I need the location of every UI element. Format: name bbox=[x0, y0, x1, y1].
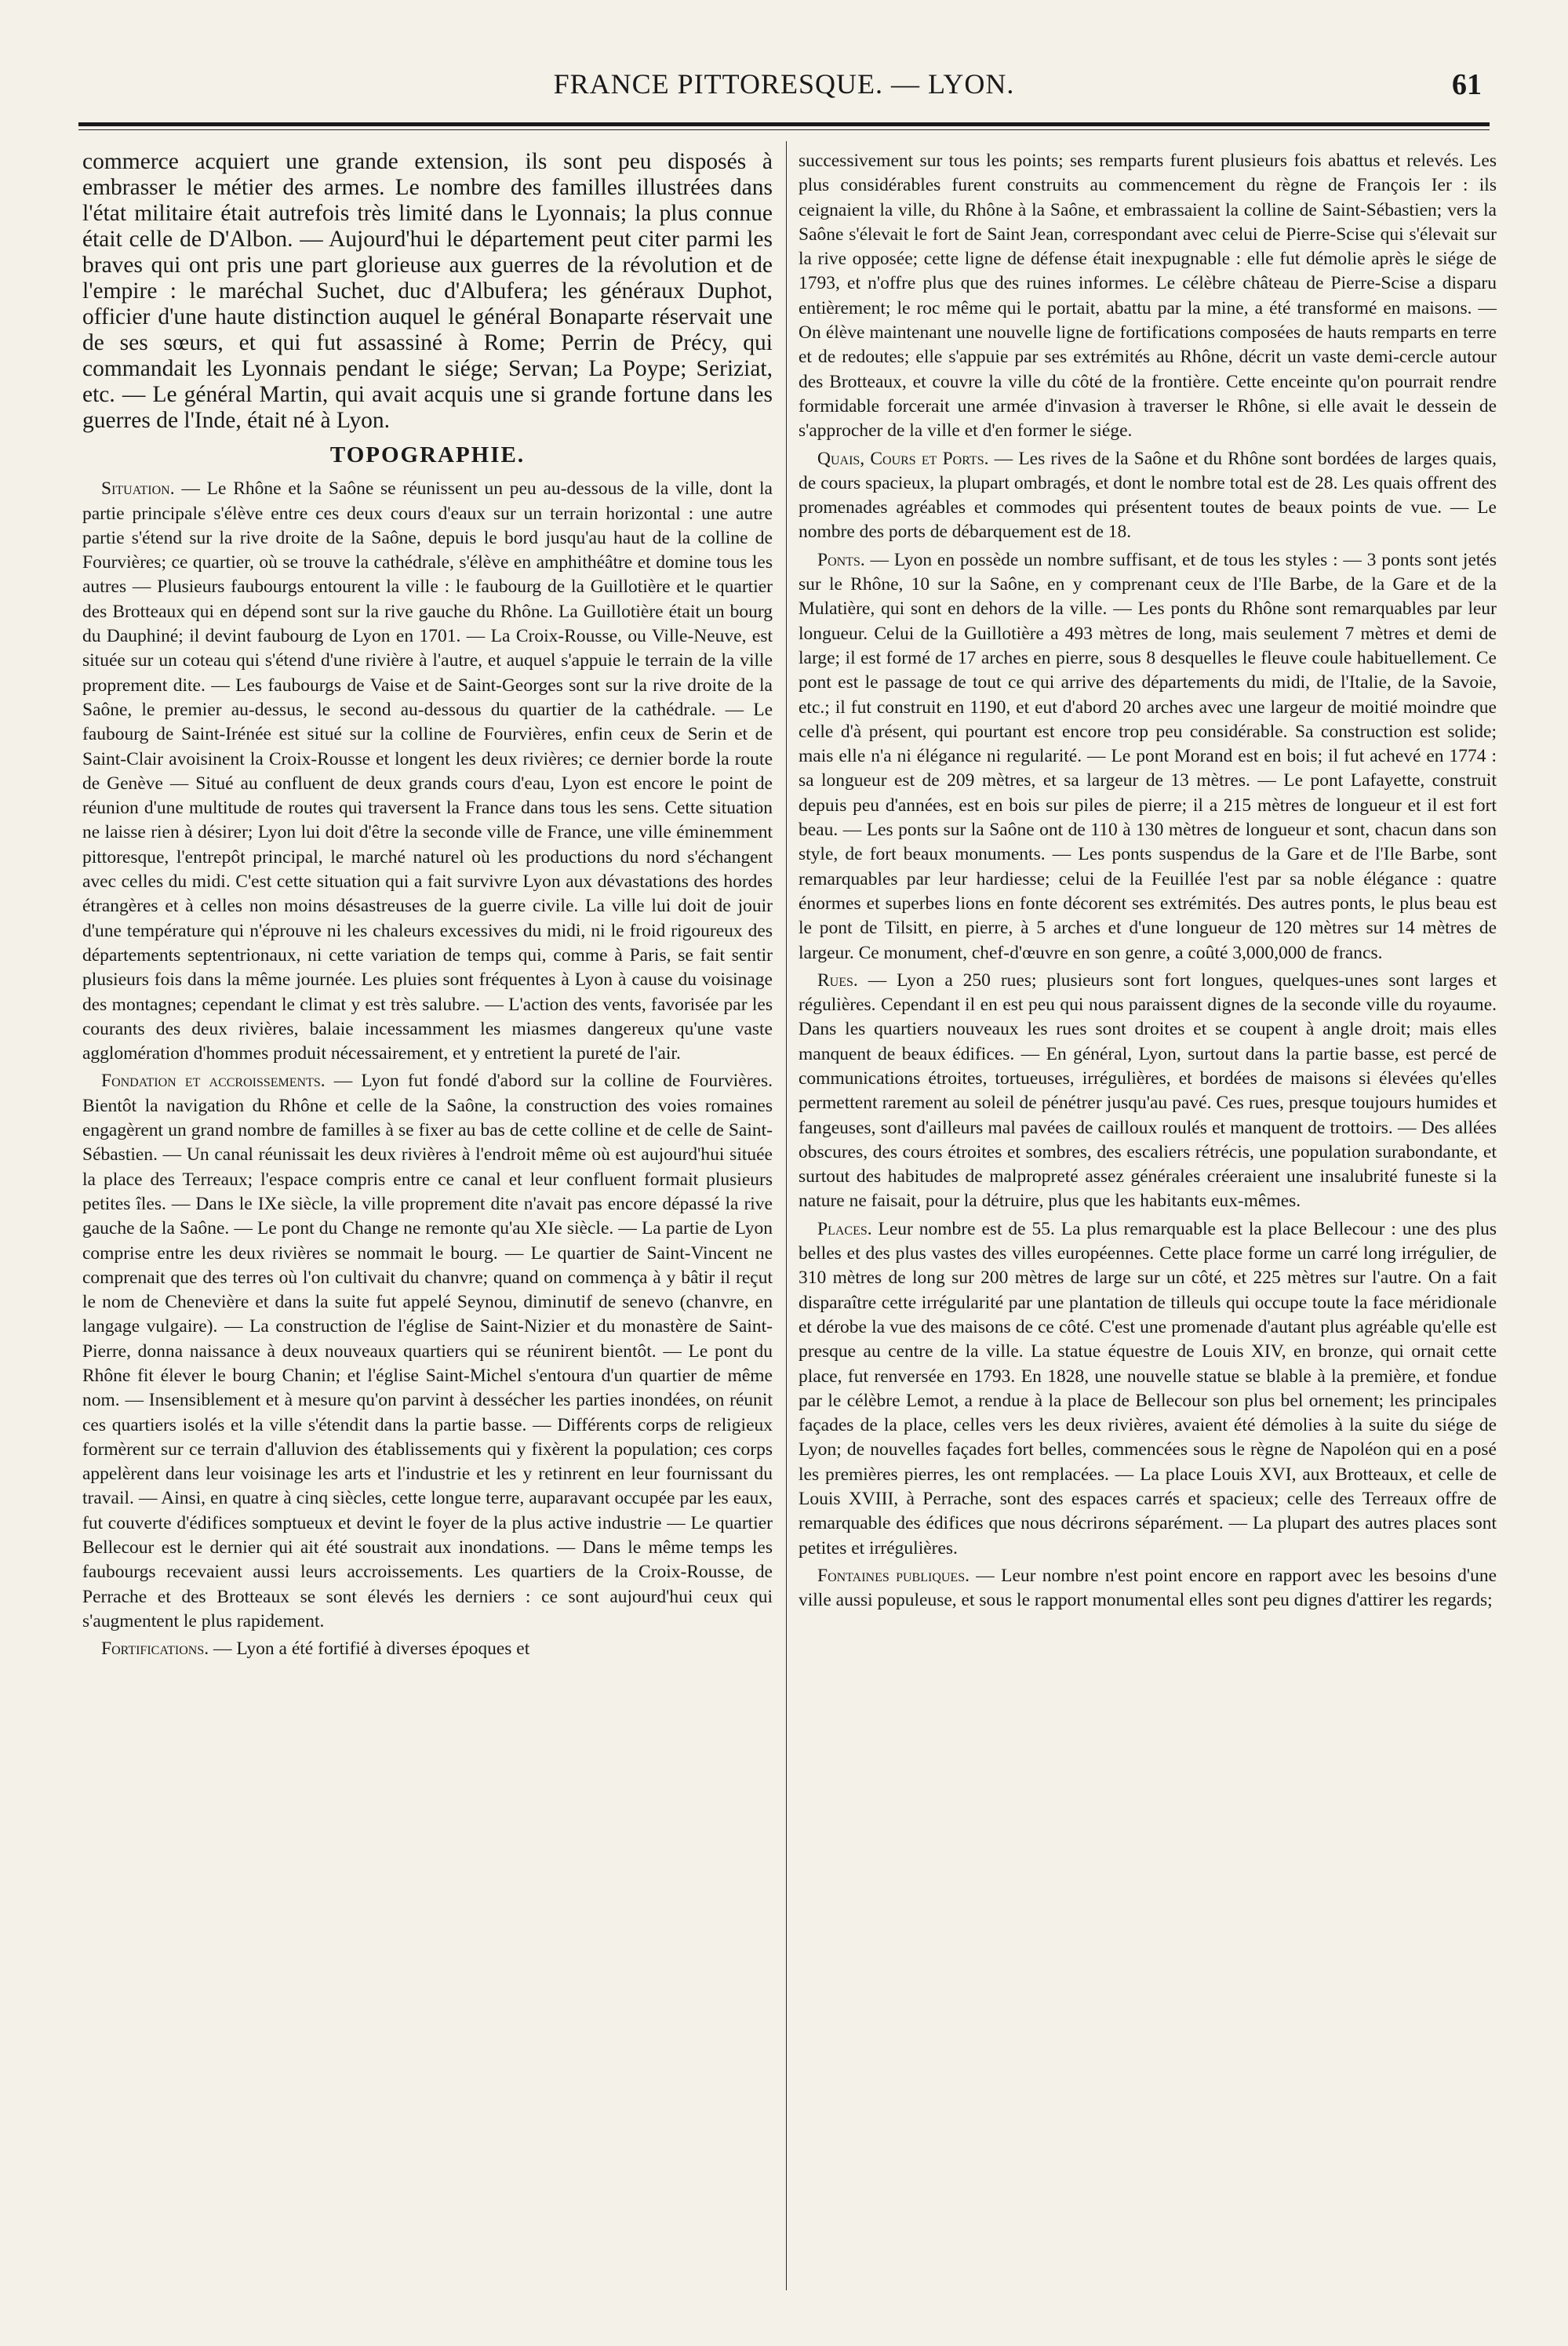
quais-paragraph bbox=[799, 447, 1497, 545]
places-paragraph bbox=[799, 1217, 1497, 1561]
rues-text: — Lyon a 250 rues; plusieurs sont fort longues, quelques-unes sont larges et régulières. Cependant il en est peu qui nous paraissent dignes de la seconde ville du royaume. Dans les quartiers nouveaux les rues sont droites et se coupent à angle droit; mais elles manquent de beaux édifices. — En général, Lyon, surtout dans la partie basse, est percé de communications étroites, tortueuses, irrégulières, et bordées de maisons si élevées qu'elles permettent rarement au soleil de pénétrer jusqu'au pavé. Ces rues, presque toujours humides et fangeuses, sont d'ailleurs mal pavées de cailloux roulés et manquent de trottoirs. — Des allées obscures, des cours étroites et sombres, des escaliers rétrécis, une population surabondante, et surtout des habitudes de malpropreté assez générales créeraient une insalubrité funeste si la nature ne faisait, pour la détruire, plus que les habitants eux-mêmes. bbox=[799, 969, 1497, 1212]
ponts-label: Ponts. bbox=[817, 549, 865, 570]
fontaines-paragraph bbox=[799, 1564, 1497, 1613]
fortifications-text: — Lyon a été fortifié à diverses époques et bbox=[209, 1639, 530, 1660]
situation-label: Situation. bbox=[101, 478, 175, 500]
topography-heading: TOPOGRAPHIE. bbox=[329, 442, 526, 467]
quais-text: — Les rives de la Saône et du Rhône sont bordées de larges quais, de cours spacieux, la plupart ombragés, et dont le nombre total est de 28. Les quais offrent des promenades agréables et commodes qui présentent toutes de beaux points de vue. — Le nombre des ports de débarquement est de 18. bbox=[799, 448, 1497, 543]
fondation-text: — Lyon fut fondé d'abord sur la colline de Fourvières. Bientôt la navigation du Rhône et celle de la Saône, la construction des voies romaines engagèrent un grand nombre de familles à se fixer au bas de cette colline et de celle de Saint-Sébastien. — Un canal réunissait les deux rivières à l'endroit même où est aujourd'hui située la place des Terreaux; l'espace compris entre ce canal et leur confluent formait plusieurs petites îles. — Dans le IXe siècle, la ville proprement dite n'avait pas encore dépassé la rive gauche de la Saône. — Le pont du Change ne remonte qu'au XIe siècle. — La partie de Lyon comprise entre les deux rivières se nommait le bourg. — Le quartier de Saint-Vincent ne comprenait que des terres où l'on cultivait du chanvre; quand on commença à y bâtir il reçut le nom de Chenevière et dans la suite fut appelé Seynou, diminutif de senevo (chanvre, en langage vulgaire). — La construction de l'église de Saint-Nizier et du monastère de Saint-Pierre, donna naissance à deux nouveaux quartiers qui se réunirent bientôt. — Le pont du Rhône fit élever le bourg Chanin; et l'église Saint-Michel s'entoura d'un quartier de même nom. — Insensiblement et à mesure qu'on parvint à dessécher les parties inondées, on réunit ces quartiers isolés et la ville s'étendit dans la partie basse. — Différents corps de religieux formèrent sur ce terrain d'alluvion des établissements qui y fixèrent la population; ces corps appelèrent dans leur voisinage les arts et l'industrie et les y retinrent en leur fournissant du travail. — Ainsi, en quatre à cinq siècles, cette longue terre, auparavant occupée par les eaux, fut couverte d'édifices somptueux et devint le foyer de la plus active industrie — Le quartier Bellecour est le dernier qui ait été soustrait aux inondations. — Dans le même temps les faubourgs recevaient aussi leurs accroissements. Les quartiers de la Croix-Rousse, de Perrache et des Brotteaux se sont élevés les derniers : ce sont aujourd'hui ceux qui s'augmentent le plus rapidement. bbox=[82, 1071, 773, 1631]
column-separator bbox=[786, 141, 787, 2290]
running-title: FRANCE PITTORESQUE. — LYON. bbox=[553, 68, 1015, 100]
situation-text: — Le Rhône et la Saône se réunissent un peu au-dessous de la ville, dont la partie principale s'élève entre ces deux cours d'eaux sur un terrain horizontal : une autre partie s'étend sur la rive droite de la Saône, depuis le bord jusqu'au haut de la colline de Fourvières; ce quartier, où se trouve la cathédrale, s'élève en amphithéâtre et domine tous les autres — Plusieurs faubourgs entourent la ville : le faubourg de la Guillotière et le quartier des Brotteaux qui en dépend sont sur la rive gauche du Rhône. La Guillotière était un bourg du Dauphiné; il devint faubourg de Lyon en 1701. — La Croix-Rousse, ou Ville-Neuve, est située sur un coteau qui s'étend d'une rivière à l'autre, et auquel s'appuie le terrain de la ville proprement dite. — Les faubourgs de Vaise et de Saint-Georges sont sur la rive droite de la Saône, le premier au-dessus, le second au-dessous du quartier de la cathédrale. — Le faubourg de Saint-Irénée est situé sur la colline de Fourvières, enfin ceux de Serin et de Saint-Clair avoisinent la Croix-Rousse et longent les deux rivières; ce dernier borde la route de Genève — Situé au confluent de deux grands cours d'eau, Lyon est encore le point de réunion d'une multitude de routes qui traversent la France dans tous les sens. Cette situation ne laisse rien à désirer; Lyon lui doit d'être la seconde ville de France, une ville éminemment pittoresque, l'entrepôt principal, le marché naturel où les productions du nord s'échangent avec celles du midi. C'est cette situation qui a fait survivre Lyon aux dévastations des hordes étrangères et à celles non moins désastreuses de la guerre civile. La ville lui doit de jouir d'une température qui n'éprouve ni les chaleurs excessives du midi, ni le froid rigoureux des départements septentrionaux, ni cette variation de temps qui, comme à Paris, se fait sentir plusieurs fois dans la même journée. Les pluies sont fréquentes à Lyon à cause du voisinage des montagnes; cependant le climat y est très salubre. — L'action des vents, favorisée par les courants des deux rivières, balaie incessamment les miasmes dangereux qu'une vaste agglomération d'hommes produit nécessairement, et y entretient la pureté de l'air. bbox=[82, 478, 773, 1064]
ponts-paragraph bbox=[799, 548, 1497, 966]
places-label: Places. bbox=[817, 1218, 872, 1239]
fortifications-label: Fortifications. bbox=[101, 1639, 209, 1660]
fontaines-text: — Leur nombre n'est point encore en rapport avec les besoins d'une ville aussi populeuse, et sous le rapport monumental elles sont peu dignes d'attirer les regards; bbox=[799, 1565, 1497, 1611]
rues-paragraph bbox=[799, 969, 1497, 1214]
situation-paragraph bbox=[82, 477, 773, 1066]
fortifications-paragraph bbox=[82, 1637, 773, 1661]
fortifications-continued: successivement sur tous les points; ses remparts furent plusieurs fois abattus et relevés. Les plus considérables furent construits au commencement du règne de François Ier : ils ceignaient la ville, du Rhône à la Saône, et embrassaient la colline de Saint-Sébastien; vers la Saône s'élevait le fort de Saint Jean, correspondant avec celui de Pierre-Scise qui s'élevait sur la rive opposée; cette ligne de défense était inexpugnable : elle fut démolie après le siége de 1793, et n'offre plus que des ruines informes. Le célèbre château de Pierre-Scise a disparu entièrement; le roc même qui le portait, abattu par la mine, a été transformé en maisons. — On élève maintenant une nouvelle ligne de fortifications composées de hauts remparts en terre et de redoutes; elle s'appuie par ses extrémités au Rhône, décrit un vaste demi-cercle autour des Brotteaux, et couvre la ville du côté de la frontière. Cette enceinte qu'on pourrait rendre formidable forcerait une armée d'invasion à traverser le Rhône, si elle avait le dessein de s'approcher de la ville et d'en former le siége. bbox=[799, 151, 1497, 442]
header-rule-thin bbox=[78, 129, 1490, 130]
rues-label: Rues. bbox=[817, 969, 858, 991]
fontaines-label: Fontaines publiques. bbox=[817, 1565, 970, 1586]
ponts-text: — Lyon en possède un nombre suffisant, et de tous les styles : — 3 ponts sont jetés sur le Rhône, 10 sur la Saône, en y comprenant ceux de l'Ile Barbe, de la Gare et de la Mulatière, qui sont en dehors de la ville. — Les ponts du Rhône sont remarquables par leur longueur. Celui de la Guillotière a 493 mètres de long, mais seulement 7 mètres et demi de large; il est formé de 17 arches en pierre, sous 8 desquelles le fleuve coule habituellement. Ce pont est le passage de tout ce qui arrive des départements du midi, de l'Italie, de la Savoie, etc.; il fut construit en 1190, et eut d'abord 20 arches avec une largeur de moitié moindre que celle d'à présent, qui pourtant est encore trop peu considérable. Sa construction est solide; mais elle n'a ni élégance ni regularité. — Le pont Morand est en bois; il fut achevé en 1774 : sa longueur est de 209 mètres, et sa largeur de 13 mètres. — Le pont Lafayette, construit depuis peu d'années, est en bois sur piles de pierre; il a 215 mètres de longueur et il est fort beau. — Les ponts sur la Saône ont de 110 à 130 mètres de longueur et sont, chacun dans son style, de fort beaux monuments. — Les ponts suspendus de la Gare et de l'Ile Barbe, sont remarquables par leur hardiesse; celui de la Feuillée l'est par sa noble élégance : quatre énormes et superbes lions en fonte décorent ses extrémités. Des autres ponts, le plus beau est le pont de Tilsitt, en pierre, à 5 arches et d'une longueur de 120 mètres sur 14 mètres de largeur. Ce monument, chef-d'œuvre en son genre, a coûté 3,000,000 de francs. bbox=[799, 549, 1497, 963]
right-column bbox=[799, 149, 1497, 1617]
page-header bbox=[78, 67, 1490, 115]
fondation-label: Fondation et accroissements. bbox=[101, 1071, 326, 1092]
quais-label: Quais, Cours et Ports. bbox=[817, 448, 989, 469]
page-number: 61 bbox=[1452, 68, 1482, 101]
left-column bbox=[82, 149, 773, 1665]
intro-block bbox=[82, 149, 773, 434]
places-text: Leur nombre est de 55. La plus remarquable est la place Bellecour : une des plus belles et des plus vastes des villes européennes. Cette place forme un carré long irrégulier, de 310 mètres de long sur 200 mètres de large sur un côté, et 225 mètres sur l'autre. On a fait disparaître cette irrégularité par une plantation de tilleuls qui occupe toute la face méridionale et dérobe la vue des maisons de ce côté. C'est une promenade d'autant plus agréable qu'elle est presque au centre de la ville. La statue équestre de Louis XIV, en bronze, qui ornait cette place, fut renversée en 1793. En 1828, une nouvelle statue se blable à la première, et fondue par le célèbre Lemot, a rendue à la place de Bellecour son plus bel ornement; les principales façades de la place, celles vers les deux rivières, avaient été démolies à la suite du siége de Lyon; de nouvelles façades fort belles, commencées sous le règne de Napoléon qui en a posé les premières pierres, les ont remplacées. — La place Louis XVI, aux Brotteaux, et celle de Louis XVIII, à Perrache, sont des espaces carrés et spacieux; celle des Terreaux offre de remarquable des édifices que nous décrirons séparément. — La plupart des autres places sont petites et irrégulières. bbox=[799, 1218, 1497, 1559]
header-rule-thick bbox=[78, 122, 1490, 126]
fondation-paragraph bbox=[82, 1069, 773, 1634]
intro-paragraph: commerce acquiert une grande extension, ils sont peu disposés à embrasser le métier des armes. Le nombre des familles illustrées dans l'état militaire était autrefois très limité dans le Lyonnais; la plus connue était celle de D'Albon. — Aujourd'hui le département peut citer parmi les braves qui ont pris une part glorieuse aux guerres de la révolution et de l'empire : le maréchal Suchet, duc d'Albufera; les généraux Duphot, officier d'une haute distinction auquel le général Bonaparte réservait une de ses sœurs, et qui fut assassiné à Rome; Perrin de Précy, qui commandait les Lyonnais pendant le siége; Servan; La Poype; Seriziat, etc. — Le général Martin, qui avait acquis une si grande fortune dans les guerres de l'Inde, était né à Lyon. bbox=[82, 149, 773, 433]
